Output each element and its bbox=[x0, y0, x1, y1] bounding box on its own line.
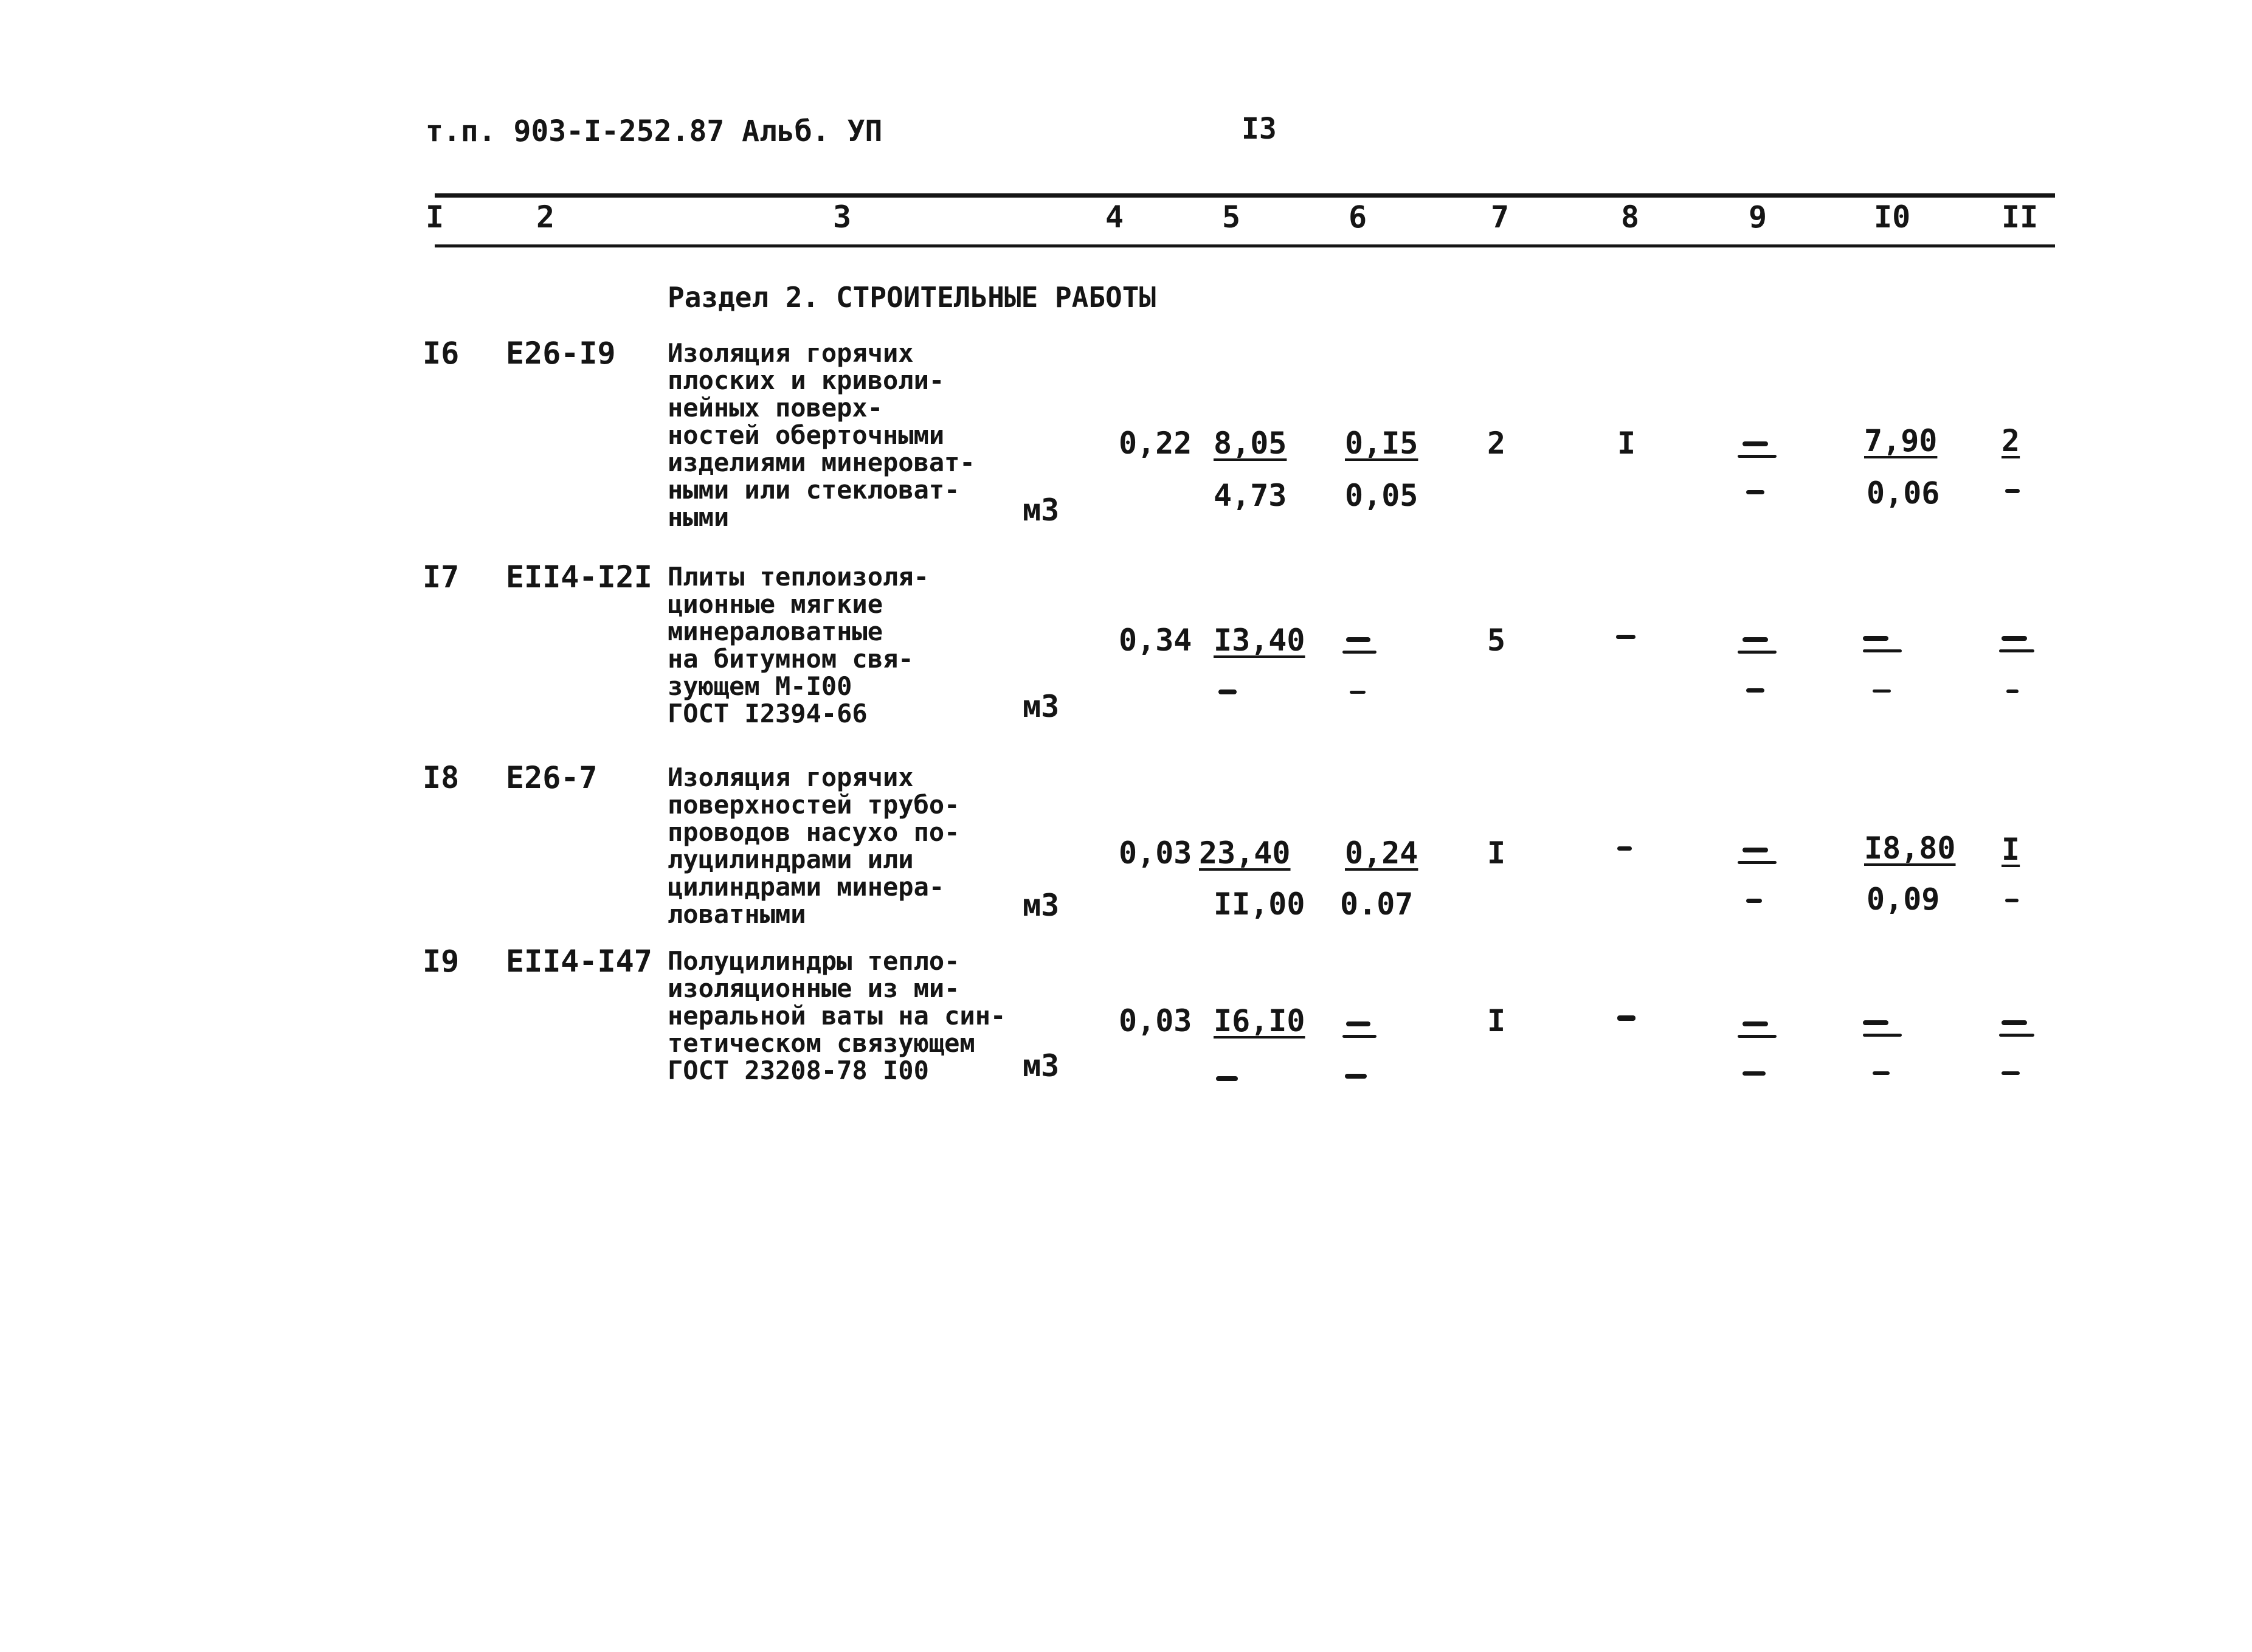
unit: м3 bbox=[1023, 888, 1060, 923]
empty-dash bbox=[1346, 1021, 1370, 1026]
empty-dash bbox=[1616, 635, 1635, 639]
cost-column-6: 0,I5 bbox=[1345, 426, 1418, 461]
estimate-code: ЕII4-I47 bbox=[506, 944, 652, 979]
empty-dash bbox=[1873, 689, 1891, 693]
column-header-8: 8 bbox=[1621, 199, 1640, 235]
value-column-11: 2 bbox=[2002, 423, 2020, 458]
empty-dash bbox=[1218, 689, 1237, 694]
cost-column-10: I8,80 bbox=[1864, 831, 1956, 866]
cost-column-10: 7,90 bbox=[1864, 423, 1938, 458]
empty-dash bbox=[2006, 689, 2019, 693]
column-header-9: 9 bbox=[1749, 199, 1767, 235]
empty-dash bbox=[2005, 899, 2019, 902]
cost-column-10-bottom: 0,09 bbox=[1867, 882, 1940, 917]
cost-column-6: 0,24 bbox=[1345, 835, 1418, 871]
work-description: Изоляция горячих поверхностей трубо- проводов насухо по- луцилиндрами или цилиндрами минера- ловатными bbox=[668, 762, 960, 929]
empty-dash bbox=[1746, 899, 1762, 903]
estimate-code: ЕII4-I2I bbox=[506, 559, 652, 595]
empty-dash bbox=[1738, 861, 1777, 864]
work-description: Изоляция горячих плоских и криволи- нейных поверх- ностей оберточными изделиями минероват- ными или стекловат- ными bbox=[668, 338, 975, 532]
empty-dash bbox=[1345, 1074, 1367, 1079]
row-number: I8 bbox=[423, 760, 460, 795]
column-header-4: 4 bbox=[1105, 199, 1124, 235]
column-header-1: I bbox=[426, 199, 444, 235]
value-column-7: 2 bbox=[1487, 426, 1506, 461]
quantity: 0,34 bbox=[1119, 623, 1192, 658]
empty-dash bbox=[2002, 1071, 2020, 1075]
empty-dash bbox=[2005, 489, 2020, 493]
empty-dash bbox=[1743, 637, 1768, 642]
cost-total: 23,40 bbox=[1199, 835, 1291, 871]
table-header-bottom-rule bbox=[435, 244, 2055, 247]
empty-dash bbox=[1743, 1021, 1768, 1026]
value-column-7: 5 bbox=[1487, 623, 1506, 658]
quantity: 0,03 bbox=[1119, 1003, 1192, 1039]
table-top-rule bbox=[435, 193, 2055, 198]
empty-dash bbox=[1350, 691, 1366, 694]
row-number: I6 bbox=[423, 336, 460, 371]
column-header-7: 7 bbox=[1491, 199, 1510, 235]
row-number: I9 bbox=[423, 944, 460, 979]
empty-dash bbox=[1617, 1015, 1635, 1021]
empty-dash bbox=[1746, 490, 1764, 494]
unit: м3 bbox=[1023, 689, 1060, 724]
empty-dash bbox=[1999, 1034, 2034, 1037]
unit: м3 bbox=[1023, 1048, 1060, 1083]
empty-dash bbox=[1216, 1076, 1238, 1081]
quantity: 0,03 bbox=[1119, 835, 1192, 871]
empty-dash bbox=[1743, 441, 1768, 446]
value-column-11: I bbox=[2002, 832, 2020, 867]
value-column-7: I bbox=[1487, 1003, 1506, 1039]
cost-wage: II,00 bbox=[1214, 886, 1305, 922]
column-header-3: 3 bbox=[833, 199, 852, 235]
cost-column-6-bottom: 0,05 bbox=[1345, 478, 1418, 513]
empty-dash bbox=[1863, 649, 1902, 652]
empty-dash bbox=[1743, 1071, 1766, 1076]
document-reference: т.п. 903-I-252.87 Альб. УП bbox=[426, 114, 883, 148]
empty-dash bbox=[1863, 636, 1888, 641]
empty-dash bbox=[1617, 846, 1632, 851]
cost-total: 8,05 bbox=[1214, 426, 1287, 461]
cost-total: I6,I0 bbox=[1214, 1003, 1305, 1039]
page-number: I3 bbox=[1242, 112, 1277, 146]
value-column-8: I bbox=[1617, 426, 1636, 461]
empty-dash bbox=[1863, 1020, 1888, 1025]
column-header-2: 2 bbox=[536, 199, 555, 235]
empty-dash bbox=[1746, 688, 1764, 693]
empty-dash bbox=[1863, 1034, 1902, 1037]
estimate-code: Е26-7 bbox=[506, 760, 598, 795]
quantity: 0,22 bbox=[1119, 426, 1192, 461]
column-header-6: 6 bbox=[1349, 199, 1367, 235]
work-description: Полуцилиндры тепло- изоляционные из ми- неральной ваты на син- тетическом связующем ГОСТ 23208-78 I00 bbox=[668, 946, 1006, 1085]
empty-dash bbox=[1738, 455, 1777, 458]
column-header-5: 5 bbox=[1222, 199, 1241, 235]
empty-dash bbox=[2002, 1020, 2027, 1025]
section-title: Раздел 2. СТРОИТЕЛЬНЫЕ РАБОТЫ bbox=[668, 281, 1156, 314]
row-number: I7 bbox=[423, 559, 460, 595]
unit: м3 bbox=[1023, 492, 1060, 528]
empty-dash bbox=[1346, 637, 1370, 642]
cost-column-6-bottom: 0.07 bbox=[1340, 886, 1414, 922]
empty-dash bbox=[1738, 1035, 1777, 1038]
estimate-code: Е26-I9 bbox=[506, 336, 616, 371]
column-header-10: I0 bbox=[1874, 199, 1911, 235]
cost-column-10-bottom: 0,06 bbox=[1867, 475, 1940, 511]
empty-dash bbox=[1342, 1035, 1376, 1038]
cost-total: I3,40 bbox=[1214, 623, 1305, 658]
empty-dash bbox=[1743, 848, 1768, 852]
empty-dash bbox=[1738, 651, 1777, 654]
empty-dash bbox=[1873, 1071, 1890, 1075]
empty-dash bbox=[1342, 651, 1376, 654]
empty-dash bbox=[2002, 636, 2027, 641]
column-header-11: II bbox=[2002, 199, 2039, 235]
work-description: Плиты теплоизоля- ционные мягкие минераловатные на битумном свя- зующем М-I00 ГОСТ I2394-66 bbox=[668, 562, 929, 728]
value-column-7: I bbox=[1487, 835, 1506, 871]
empty-dash bbox=[1999, 649, 2034, 652]
cost-wage: 4,73 bbox=[1214, 478, 1287, 513]
